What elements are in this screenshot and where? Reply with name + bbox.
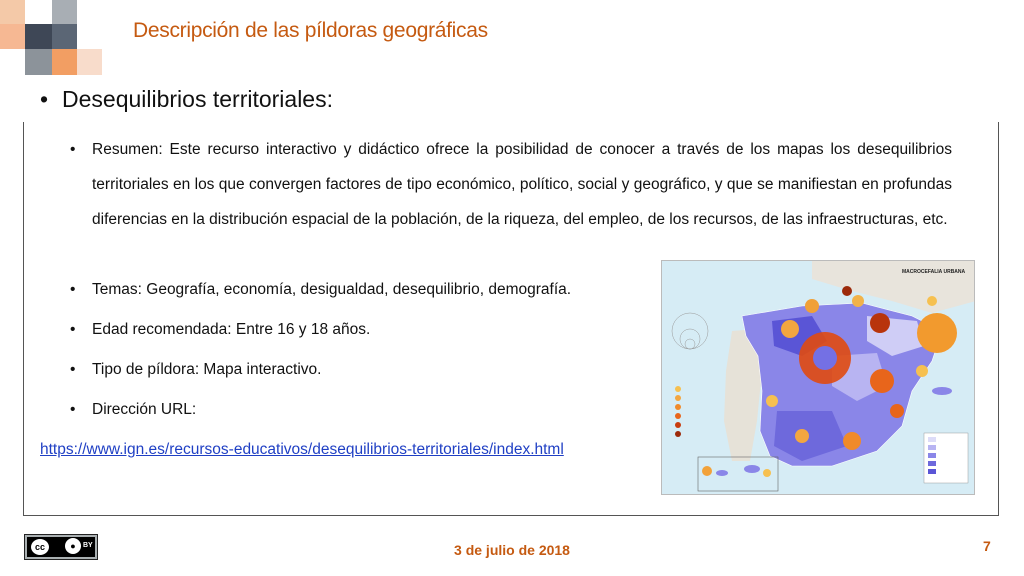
summary-bullet: • [70, 141, 76, 158]
item-text: Temas: Geografía, economía, desigualdad, desequilibrio, demografía. [92, 281, 572, 298]
page-number: 7 [983, 538, 991, 554]
item-text: Dirección URL: [92, 401, 197, 418]
list-item [70, 281, 571, 299]
map-figure [662, 261, 975, 495]
summary-paragraph [70, 133, 952, 237]
item-bullet: • [70, 401, 76, 418]
item-bullet: • [70, 361, 76, 378]
list-item [70, 361, 321, 379]
item-bullet: • [70, 321, 76, 338]
summary-text: Resumen: Este recurso interactivo y didáctico ofrece la posibilidad de conocer a través de los mapas los desequilibrios territoriales en los que convergen factores de tipo económico, político, social y geográfico, y que se manifiestan en profundas diferencias en la distribución espacial de la población, de la riqueza, del empleo, de los recursos, de las infraestructuras, etc. [92, 141, 952, 228]
cc-by-label: BY [83, 542, 93, 549]
list-item [70, 401, 196, 419]
map-title: MACROCEFALIA URBANA [902, 269, 966, 275]
footer-date: 3 de julio de 2018 [454, 542, 570, 558]
attribution-icon: ● [65, 538, 81, 554]
item-text: Tipo de píldora: Mapa interactivo. [92, 361, 322, 378]
resource-url-link[interactable]: https://www.ign.es/recursos-educativos/desequilibrios-territoriales/index.html [40, 441, 564, 458]
item-bullet: • [70, 281, 76, 298]
item-text: Edad recomendada: Entre 16 y 18 años. [92, 321, 371, 338]
heading-text: Desequilibrios territoriales: [62, 86, 333, 112]
heading-bullet: • [40, 86, 49, 112]
section-heading [40, 86, 333, 113]
list-item [70, 321, 370, 339]
slide-title: Descripción de las píldoras geográficas [133, 19, 488, 42]
cc-icon: cc [30, 538, 50, 556]
map-thumbnail [661, 260, 975, 495]
